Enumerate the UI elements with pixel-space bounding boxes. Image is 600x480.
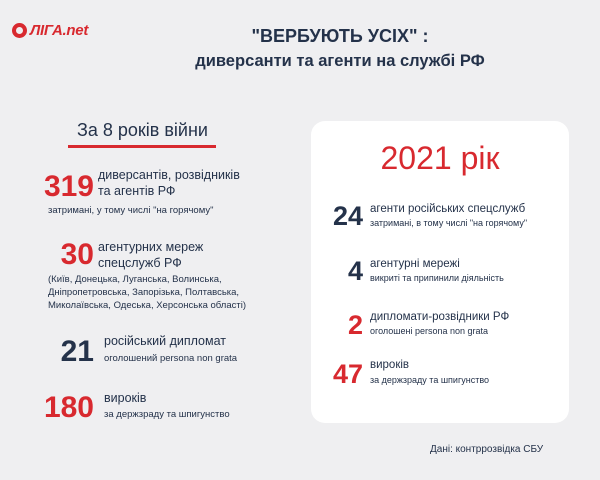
stat-note: оголошений persona non grata (104, 353, 238, 364)
right-section-heading: 2021 рік (380, 140, 500, 176)
stat-number: 47 (332, 359, 363, 389)
left-section-heading: За 8 років війни (77, 120, 208, 140)
logo-text: ЛIГА.net (30, 22, 89, 39)
subheadline: диверсанти та агенти на службі РФ (195, 52, 485, 70)
stat-note: Миколаївська, Одеська, Херсонська області) (48, 300, 247, 311)
stat-label: агентурні мережі (370, 258, 460, 270)
stat-label: дипломати-розвідники РФ (370, 311, 510, 323)
stat-label: вироків (370, 359, 410, 371)
stat-label: агенти російських спецслужб (370, 203, 526, 215)
stat-number: 4 (347, 256, 363, 286)
logo-circle-icon (12, 23, 27, 38)
liga-net-logo[interactable] (12, 22, 88, 39)
stat-note: оголошені persona non grata (370, 326, 489, 336)
stat-note: затримані, в тому числі "на горячому" (370, 218, 528, 228)
stat-label: спецслужб РФ (98, 256, 182, 270)
stat-note: за держзраду та шпигунство (370, 375, 490, 385)
stat-number: 21 (60, 335, 94, 368)
stat-number: 180 (43, 391, 94, 424)
source-note: Дані: контррозвідка СБУ (430, 444, 544, 455)
stat-note: викриті та припинили діяльність (370, 273, 504, 283)
stat-number: 2 (347, 310, 363, 340)
stat-label: агентурних мереж (98, 240, 204, 254)
stat-label: вироків (104, 391, 147, 405)
stat-number: 30 (60, 238, 94, 271)
stat-note: Дніпропетровська, Запорізька, Полтавська, (48, 287, 240, 298)
headline: "ВЕРБУЮТЬ УСІХ" : (251, 26, 429, 46)
stat-label: та агентів РФ (98, 184, 176, 198)
stat-label: російський дипломат (104, 334, 227, 348)
stat-number: 319 (43, 170, 94, 203)
stat-label: диверсантів, розвідників (98, 168, 240, 182)
stat-note: затримані, у тому числі "на горячому" (48, 205, 214, 216)
left-heading-underline (68, 145, 216, 148)
stat-number: 24 (332, 201, 363, 231)
stat-note: (Київ, Донецька, Луганська, Волинська, (48, 274, 222, 285)
stat-note: за держзраду та шпигунство (104, 409, 230, 420)
